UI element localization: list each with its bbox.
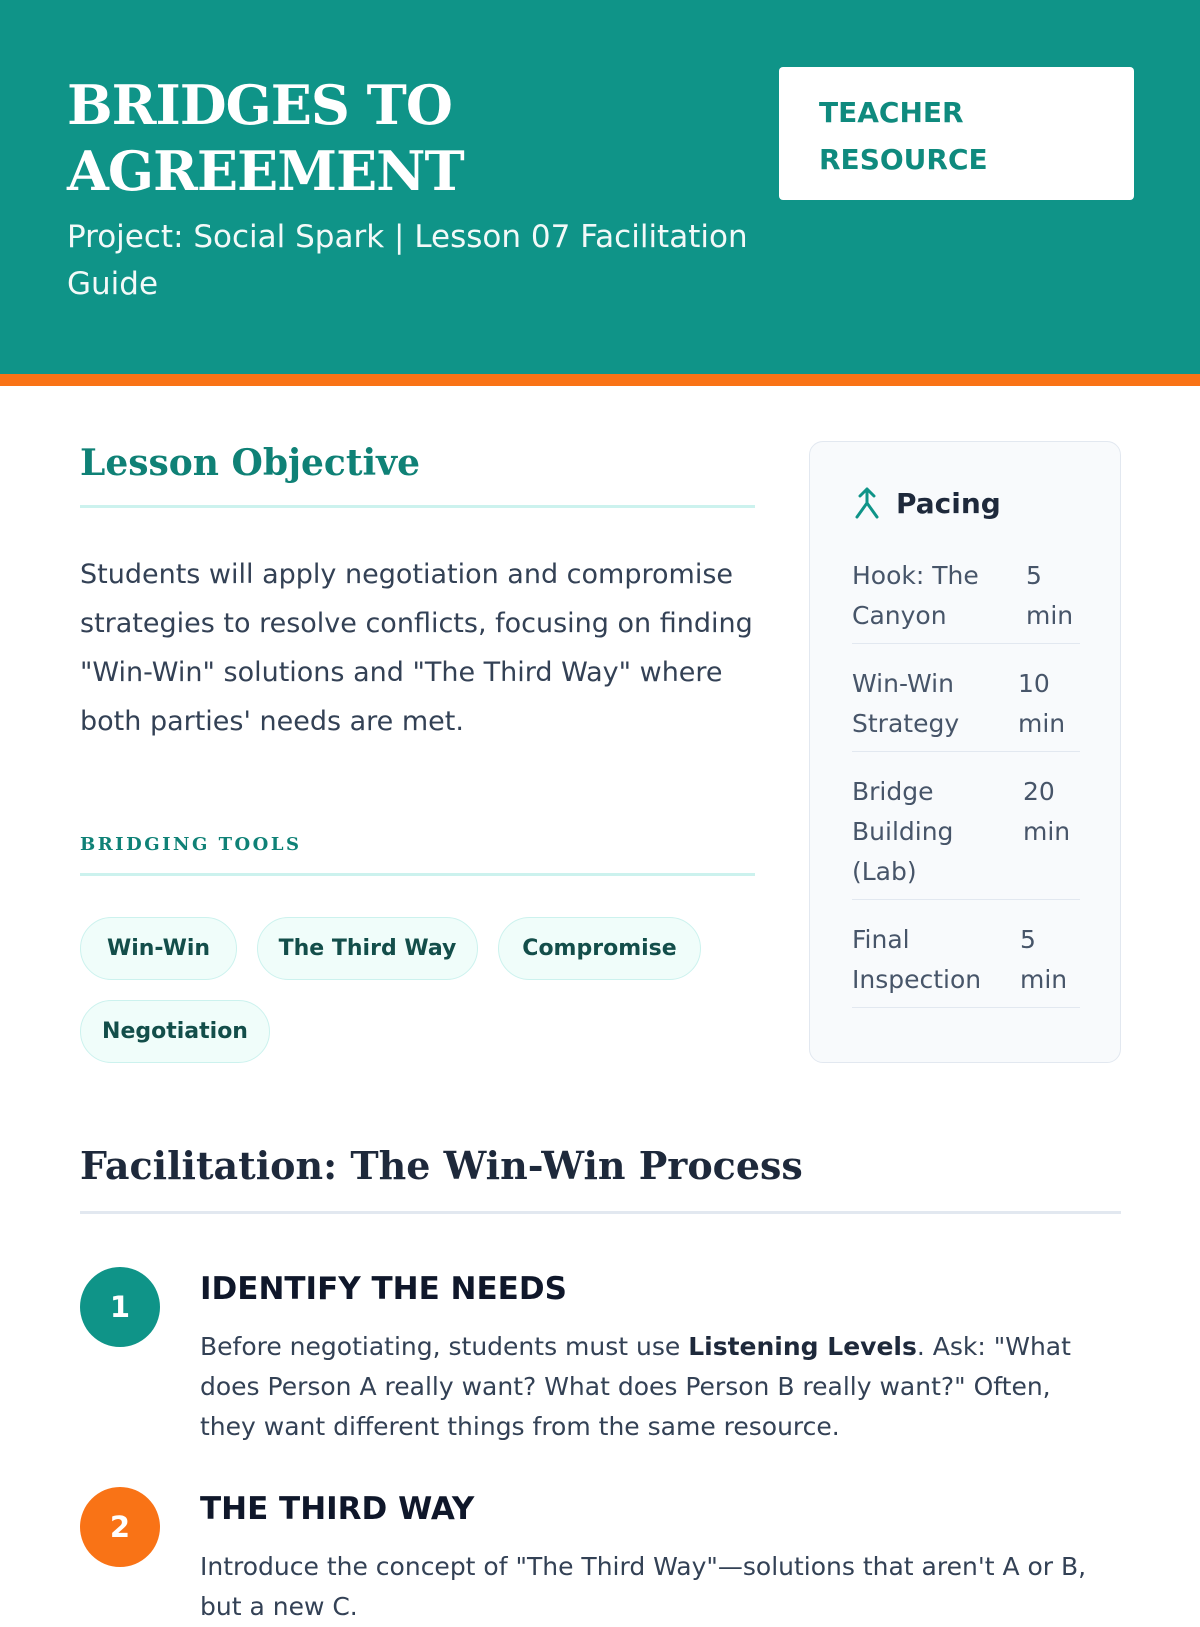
pacing-row <box>852 556 1080 644</box>
pacing-row-label: Hook: The Canyon <box>852 561 979 630</box>
step-body-2: Introduce the concept of "The Third Way"—solutions that aren't A or B, but a new C. <box>200 1552 1087 1621</box>
pacing-row-time: 10 min <box>1018 669 1066 738</box>
pacing-card <box>809 441 1121 1063</box>
accent-divider <box>0 374 1200 386</box>
badge-line-2: RESOURCE <box>819 143 988 176</box>
pacing-row <box>852 772 1080 900</box>
page-title <box>67 72 627 204</box>
pacing-row-time: 5 min <box>1026 561 1074 630</box>
title-line-1: BRIDGES TO <box>67 73 452 137</box>
step-body-1-post: . Ask: "What does Person A really want? What does Person B really want?" Often, they want different things from the same resource. <box>200 1332 1071 1441</box>
pacing-header <box>852 486 1001 520</box>
tag-win-win: Win-Win <box>80 917 237 980</box>
step-number-2: 2 <box>80 1487 160 1567</box>
bridging-tools-label: BRIDGING TOOLS <box>80 834 302 855</box>
pacing-title: Pacing <box>896 486 1001 520</box>
tag-negotiation: Negotiation <box>80 1000 270 1063</box>
pacing-row-time: 20 min <box>1023 777 1071 846</box>
step-body-1-pre: Before negotiating, students must use <box>200 1332 689 1361</box>
step-number-1: 1 <box>80 1267 160 1347</box>
teacher-resource-badge <box>779 67 1134 200</box>
tag-compromise: Compromise <box>498 917 701 980</box>
merge-icon <box>852 486 882 520</box>
title-line-2: AGREEMENT <box>67 139 464 203</box>
badge-line-1: TEACHER <box>819 96 964 129</box>
objective-text: Students will apply negotiation and compromise strategies to resolve conflicts, focusing on finding "Win-Win" solutions and "The Third Way" where both parties' needs are met. <box>80 559 753 737</box>
page-subtitle: Project: Social Spark | Lesson 07 Facilitation Guide <box>67 219 748 302</box>
pacing-row-time: 5 min <box>1020 925 1068 994</box>
tag-third-way: The Third Way <box>257 917 478 980</box>
pacing-row <box>852 664 1080 752</box>
step-body-1-emphasis: Listening Levels <box>688 1332 917 1361</box>
pacing-row-label: Final Inspection <box>852 925 982 994</box>
facilitation-heading: Facilitation: The Win-Win Process <box>80 1143 803 1188</box>
pacing-row <box>852 920 1080 1008</box>
header-banner <box>0 0 1200 374</box>
step-title-2: THE THIRD WAY <box>200 1491 475 1527</box>
pacing-row-label: Win-Win Strategy <box>852 669 960 738</box>
step-title-1: IDENTIFY THE NEEDS <box>200 1271 567 1307</box>
facilitation-rule <box>80 1211 1121 1214</box>
step-body-1 <box>200 1327 1100 1447</box>
pacing-row-label: Bridge Building (Lab) <box>852 777 954 886</box>
objective-heading: Lesson Objective <box>80 442 420 484</box>
objective-rule <box>80 505 755 508</box>
tools-rule <box>80 873 755 876</box>
